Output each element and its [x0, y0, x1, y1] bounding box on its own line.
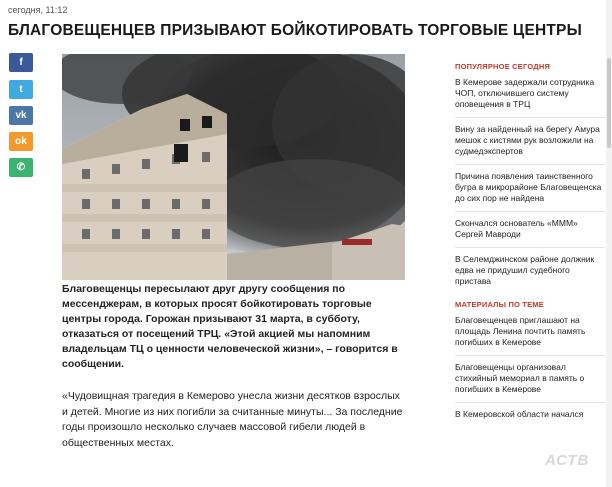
article-body: «Чудовищная трагедия в Кемерово унесла жизни десятков взрослых и детей. Многие из них погибли за считанные минуты... За последние годы произошло несколько случаев массовой гибели людей в общественных местах. — [62, 390, 403, 449]
vk-icon: vk — [15, 110, 27, 121]
share-odnoklassniki-button[interactable] — [9, 132, 33, 151]
popular-heading: ПОПУЛЯРНОЕ СЕГОДНЯ — [455, 62, 551, 71]
scrollbar-thumb[interactable] — [607, 58, 611, 148]
share-whatsapp-button[interactable] — [9, 158, 33, 177]
share-vk-button[interactable] — [9, 106, 33, 125]
popular-item[interactable]: В Селемджинском районе должник едва не придушил судебного пристава — [455, 254, 595, 286]
popular-item[interactable]: Скончался основатель «МММ» Сергей Мавроди — [455, 218, 605, 248]
site-logo: АСТВ — [545, 452, 590, 469]
whatsapp-icon: ✆ — [16, 162, 26, 173]
popular-item[interactable]: Причина появления таинственного бугра в микрорайоне Благовещенска до сих пор не найдена — [455, 171, 605, 212]
twitter-icon: t — [19, 84, 23, 95]
popular-item[interactable]: Вину за найденный на берегу Амура мешок с кистями рук возложили на судмедэкспертов — [455, 124, 605, 165]
facebook-icon: f — [19, 57, 23, 68]
related-item[interactable]: В Кемеровской области начался — [455, 409, 584, 419]
related-item[interactable]: Благовещенцы организовал стихийный мемориал в память о погибших в Кемерове — [455, 362, 605, 403]
related-heading: МАТЕРИАЛЫ ПО ТЕМЕ — [455, 300, 545, 309]
share-facebook-button[interactable] — [9, 53, 33, 72]
timestamp: сегодня, 11:12 — [8, 5, 68, 15]
article-title: БЛАГОВЕЩЕНЦЕВ ПРИЗЫВАЮТ БОЙКОТИРОВАТЬ ТОРГОВЫЕ ЦЕНТРЫ — [8, 22, 582, 39]
article-photo — [62, 54, 405, 280]
article-lead: Благовещенцы пересылают друг другу сообщения по мессенджерам, в которых просят бойкотировать торговые центры города. Горожан призывают 31 марта, в субботу, отказаться от посещений ТРЦ. «Этой акцией мы напомним владельцам ТЦ о ценности человеческой жизни», – говорится в сообщении. — [62, 283, 398, 370]
sidebar — [455, 62, 605, 433]
odnoklassniki-icon: ok — [15, 136, 27, 147]
popular-item[interactable]: В Кемерове задержали сотрудника ЧОП, отключившего систему оповещения в ТРЦ — [455, 77, 605, 118]
related-item[interactable]: Благовещенцев приглашают на площадь Ленина почтить память погибших в Кемерове — [455, 315, 605, 356]
share-twitter-button[interactable] — [9, 80, 33, 99]
